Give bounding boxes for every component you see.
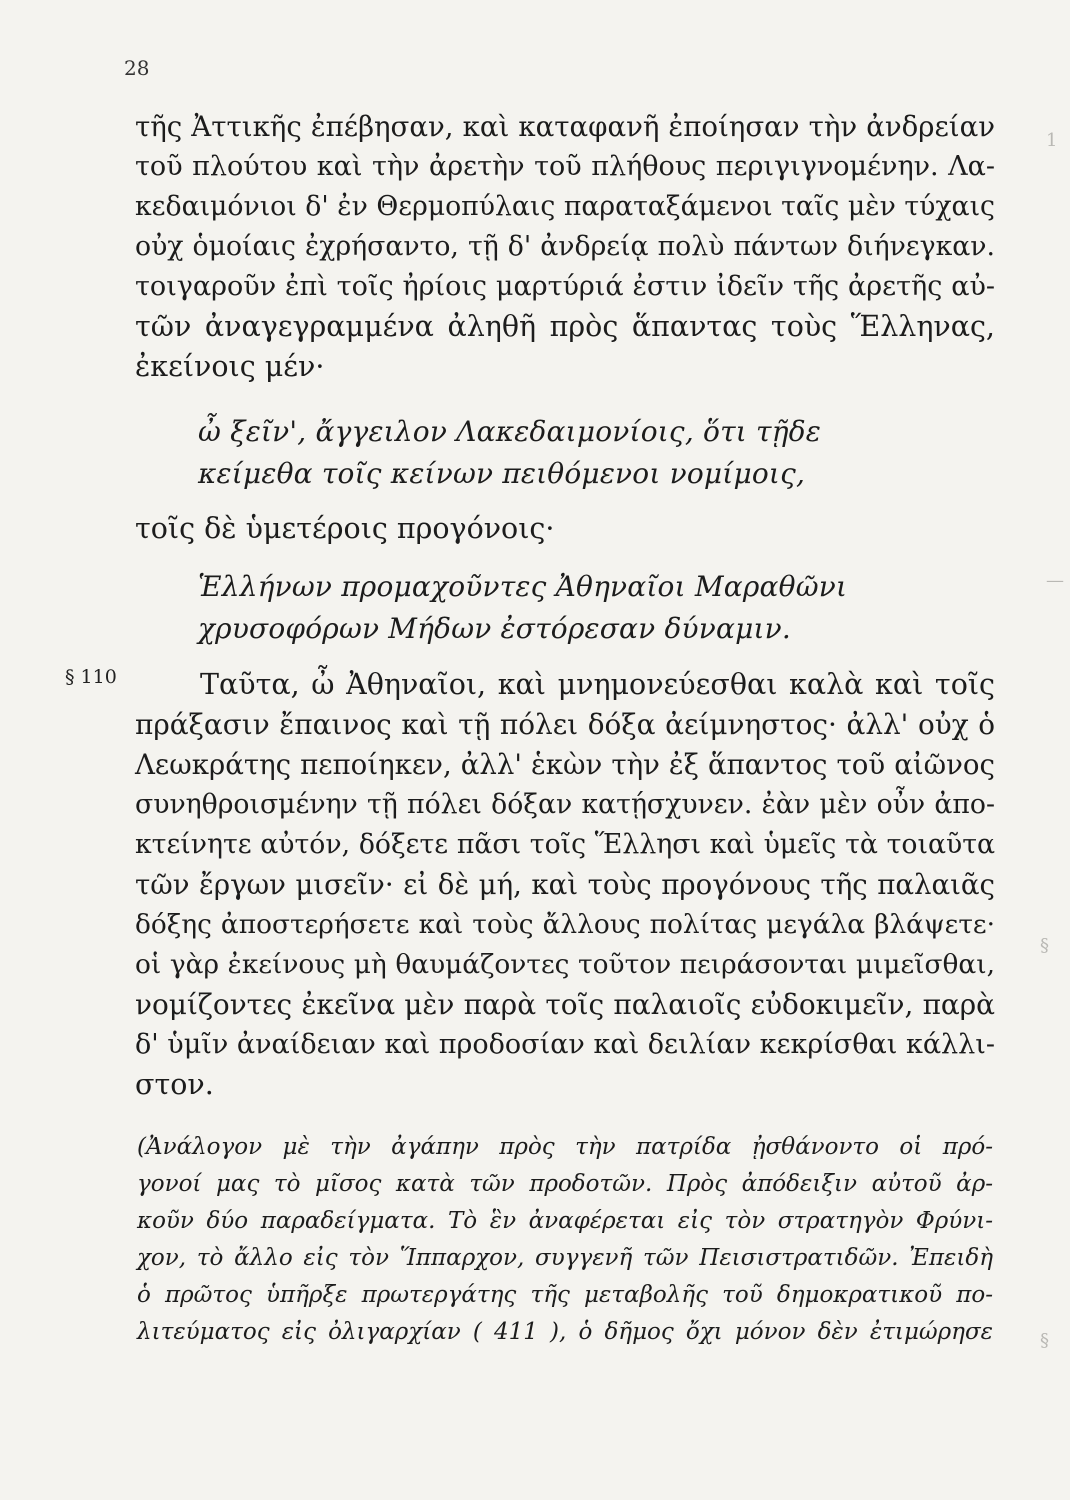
section-marker: § 110 [65,666,117,688]
text-line: τῶν ἀναγεγραμμένα ἀληθῆ πρὸς ἅπαντας τοὺς Ἕλληνας, [135,310,995,343]
text-line: ἐκείνοις μέν· [135,350,325,383]
bleed-through-mark: § [1040,1330,1049,1351]
text-line: τοῦ πλούτου καὶ τὴν ἀρετὴν τοῦ πλήθους περιγιγνομένην. Λα- [135,151,995,182]
text-line: οἱ γὰρ ἐκείνους μὴ θαυμάζοντες τοῦτον πειράσονται μιμεῖσθαι, [135,949,995,980]
bleed-through-mark: — [1046,570,1064,591]
text-line: δ' ὑμῖν ἀναίδειαν καὶ προδοσίαν καὶ δειλίαν κεκρίσθαι κάλλι- [135,1029,995,1060]
text-line: τοῖς δὲ ὑμετέροις προγόνοις· [135,512,555,545]
text-line: οὐχ ὁμοίαις ἐχρήσαντο, τῇ δ' ἀνδρείᾳ πολὺ πάντων διήνεγκαν. [135,231,995,262]
note-line: χον, τὸ ἄλλο εἰς τὸν Ἵππαρχον, συγγενῆ τῶν Πεισιστρατιδῶν. Ἐπειδὴ [137,1245,993,1271]
text-line: κεδαιμόνιοι δ' ἐν Θερμοπύλαις παραταξάμενοι ταῖς μὲν τύχαις [135,191,995,222]
text-line: τῆς Ἀττικῆς ἐπέβησαν, καὶ καταφανῆ ἐποίησαν τὴν ἀνδρείαν [135,110,995,143]
verse-line: κείμεθα τοῖς κείνων πειθόμενοι νομίμοις, [198,457,806,490]
bleed-through-mark: 1 [1046,130,1058,151]
note-line: κοῦν δύο παραδείγματα. Τὸ ἓν ἀναφέρεται εἰς τὸν στρατηγὸν Φρύνι- [137,1208,993,1234]
verse-line: ὦ ξεῖν', ἄγγειλον Λακεδαιμονίοις, ὅτι τῇδε [198,415,821,448]
text-line: Λεωκράτης πεποίηκεν, ἀλλ' ἑκὼν τὴν ἐξ ἅπαντος τοῦ αἰῶνος [135,748,995,781]
bleed-through-mark: § [1040,935,1049,956]
text-line: τοιγαροῦν ἐπὶ τοῖς ἠρίοις μαρτύριά ἐστιν ἰδεῖν τῆς ἀρετῆς αὐ- [135,271,995,302]
note-line: γονοί μας τὸ μῖσος κατὰ τῶν προδοτῶν. Πρὸς ἀπόδειξιν αὐτοῦ ἀρ- [137,1171,993,1197]
note-line: (Ἀνάλογον μὲ τὴν ἀγάπην πρὸς τὴν πατρίδα ᾐσθάνοντο οἱ πρό- [137,1134,993,1160]
text-line: πράξασιν ἔπαινος καὶ τῇ πόλει δόξα ἀείμνηστος· ἀλλ' οὐχ ὁ [135,708,995,741]
text-line: τῶν ἔργων μισεῖν· εἰ δὲ μή, καὶ τοὺς προγόνους τῆς παλαιᾶς [135,868,995,901]
text-line: στον. [135,1068,214,1101]
verse-line: χρυσοφόρων Μήδων ἐστόρεσαν δύναμιν. [198,612,791,645]
text-line: νομίζοντες ἐκεῖνα μὲν παρὰ τοῖς παλαιοῖς εὐδοκιμεῖν, παρὰ [135,988,995,1021]
text-line: δόξης ἀποστερήσετε καὶ τοὺς ἄλλους πολίτας μεγάλα βλάψετε· [135,909,995,940]
verse-line: Ἑλλήνων προμαχοῦντες Ἀθηναῖοι Μαραθῶνι [198,570,848,603]
text-line: συνηθροισμένην τῇ πόλει δόξαν κατῄσχυνεν. ἐὰν μὲν οὖν ἀπο- [135,789,995,820]
page-number: 28 [124,56,150,80]
note-line: ὁ πρῶτος ὑπῆρξε πρωτεργάτης τῆς μεταβολῆς τοῦ δημοκρατικοῦ πο- [137,1282,993,1308]
text-line: Ταῦτα, ὦ Ἀθηναῖοι, καὶ μνημονεύεσθαι καλὰ καὶ τοῖς [200,668,995,701]
text-line: κτείνητε αὐτόν, δόξετε πᾶσι τοῖς Ἕλλησι καὶ ὑμεῖς τὰ τοιαῦτα [135,829,995,860]
note-line: λιτεύματος εἰς ὀλιγαρχίαν ( 411 ), ὁ δῆμος ὄχι μόνον δὲν ἐτιμώρησε [137,1319,993,1345]
